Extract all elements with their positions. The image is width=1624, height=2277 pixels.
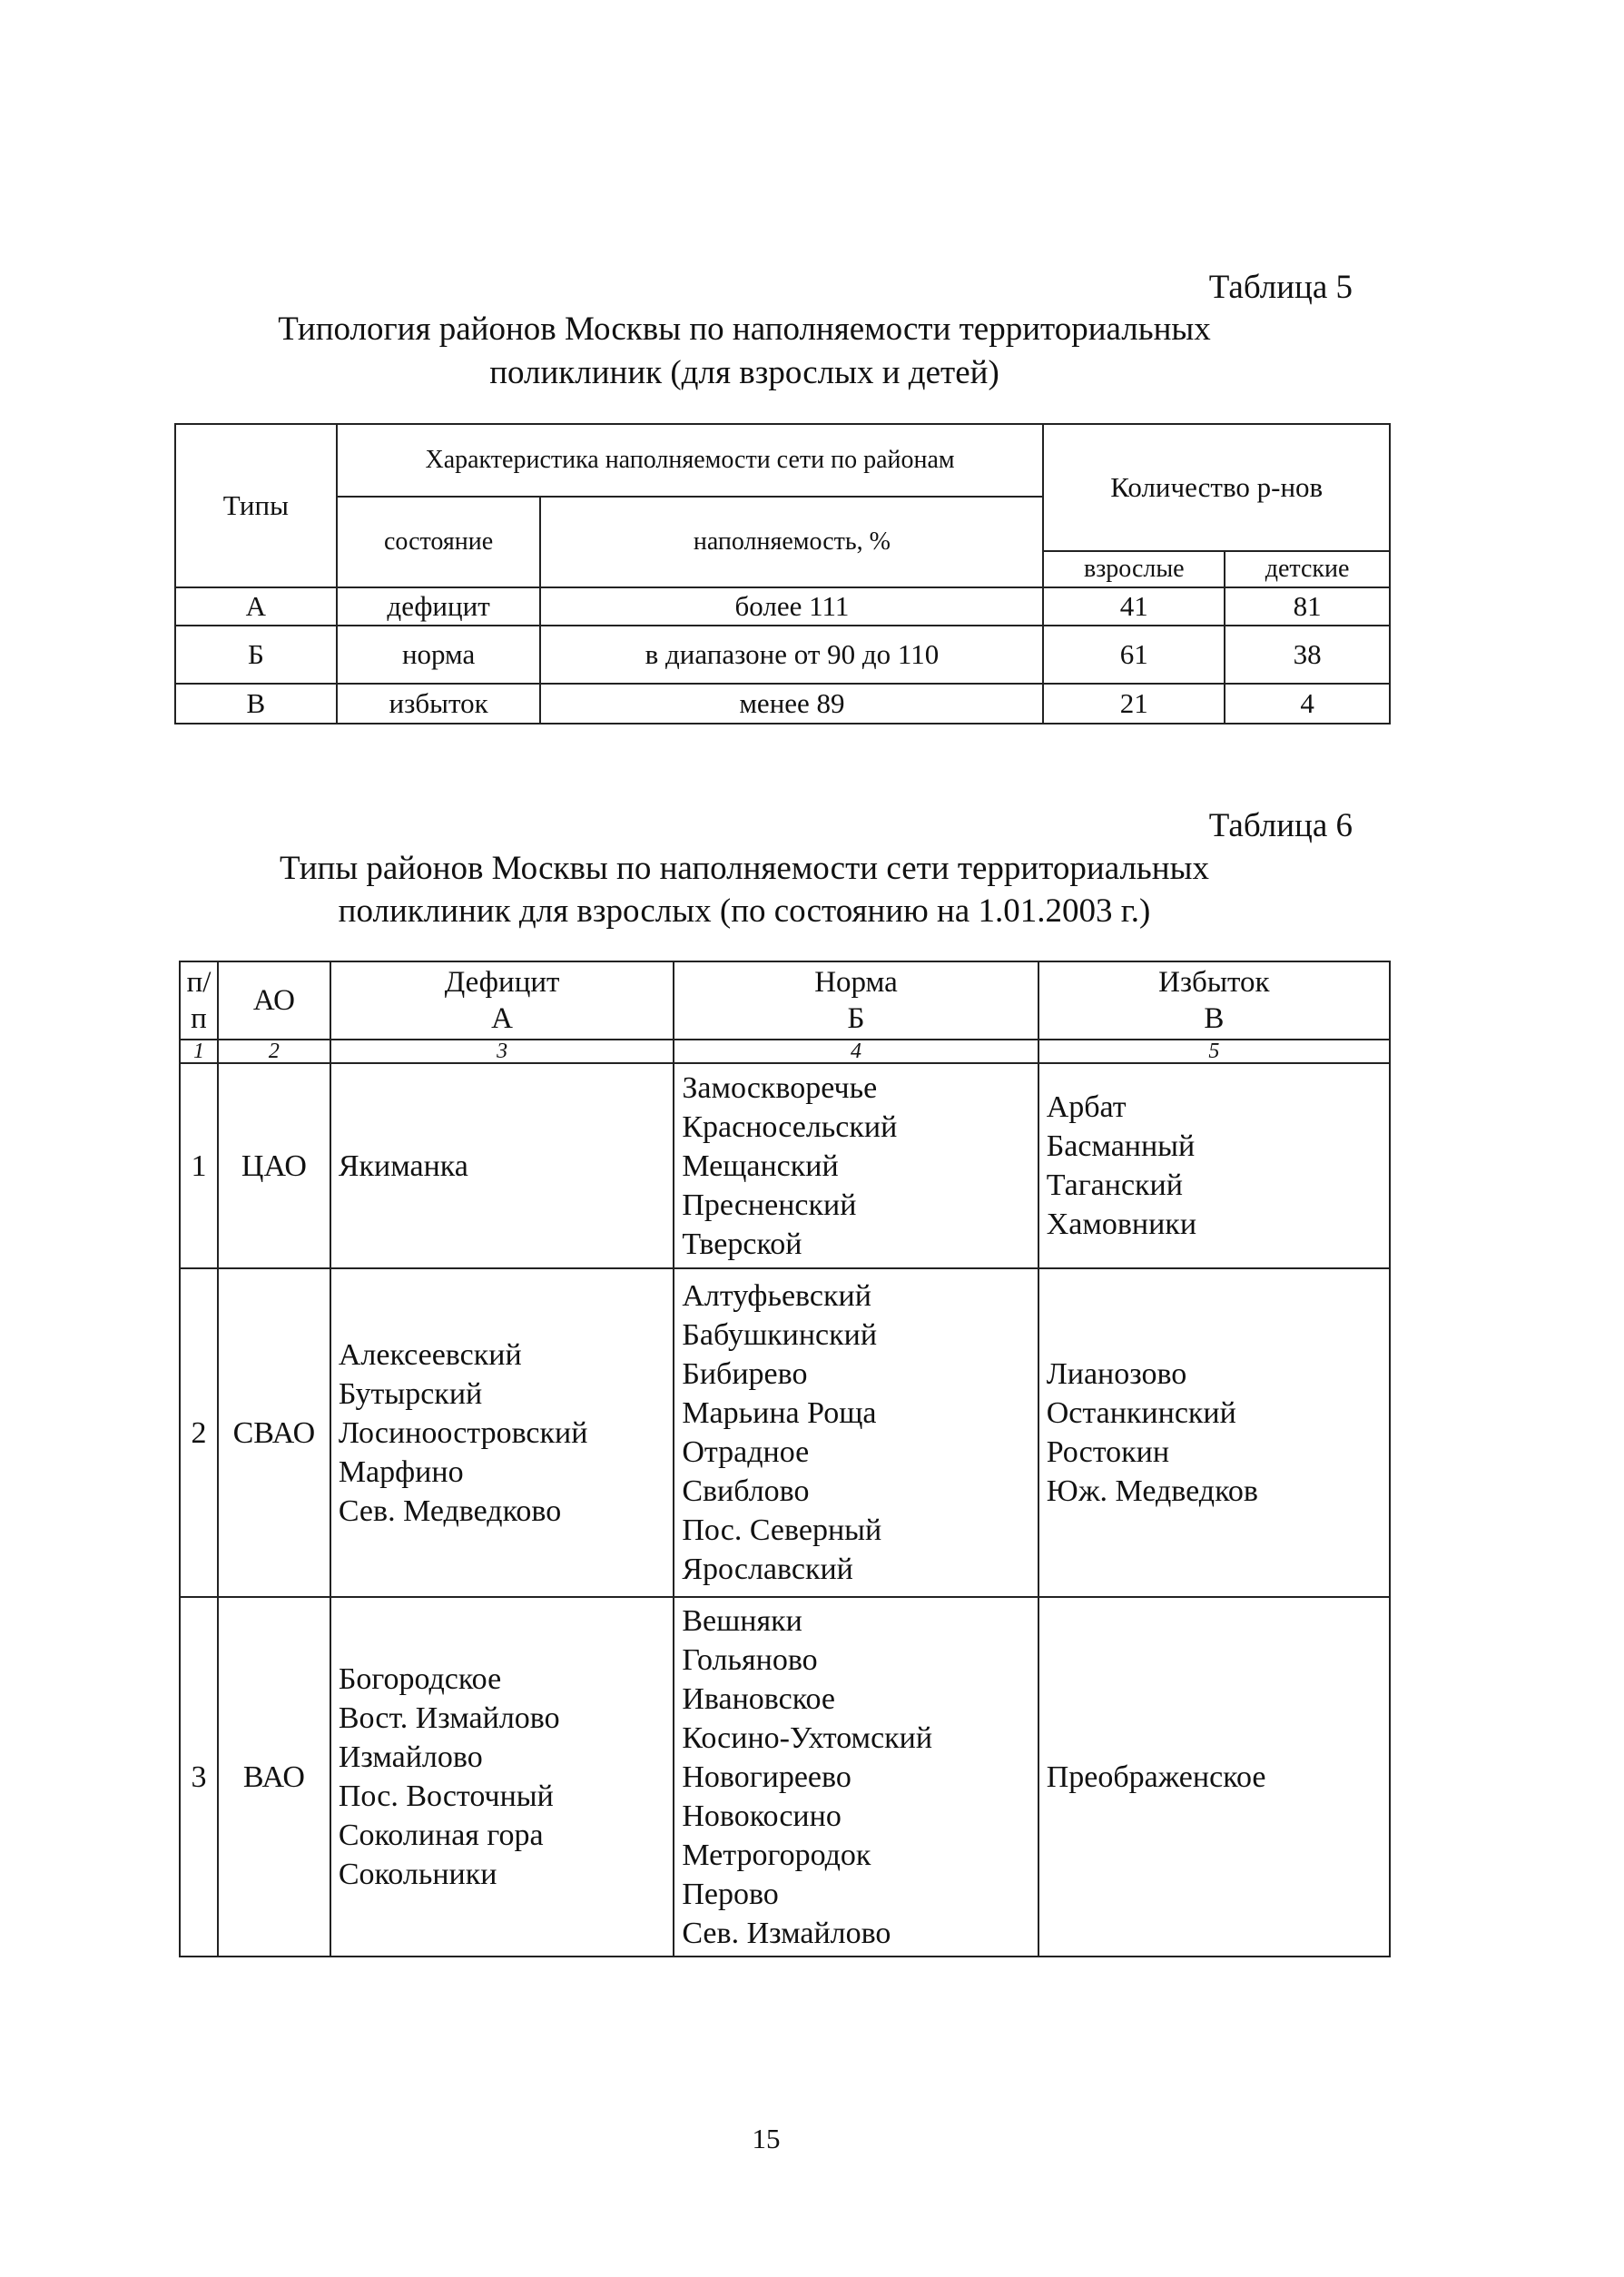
- t6-header-num-line1: п/: [186, 966, 212, 999]
- t6-header-norm: [674, 961, 1038, 1040]
- t6-norm-cell: [674, 1063, 1038, 1268]
- t5-fill: в диапазоне от 90 до 110: [540, 626, 1043, 684]
- list-item: Марфино: [338, 1454, 464, 1489]
- t6-deficit-cell: [330, 1597, 674, 1957]
- t5-fill: менее 89: [540, 684, 1043, 724]
- t5-adults: 21: [1043, 684, 1225, 724]
- list-item: Арбат: [1046, 1090, 1127, 1124]
- list-item: Замоскворечье: [682, 1070, 878, 1105]
- table-row: [175, 684, 1390, 724]
- list-item: Перово: [682, 1877, 779, 1911]
- t6-norm-cell: [674, 1597, 1038, 1957]
- list-item: Лианозово: [1046, 1357, 1187, 1391]
- list-item: Якиманка: [338, 1148, 468, 1183]
- t6-header-norm-letter: Б: [847, 1002, 865, 1035]
- t6-index-cell: 3: [330, 1040, 674, 1063]
- table5-title-line2: поликлиник (для взрослых и детей): [489, 354, 999, 391]
- list-item: Богородское: [338, 1662, 502, 1696]
- t6-row-ao: ВАО: [218, 1597, 330, 1957]
- t6-header-deficit: [330, 961, 674, 1040]
- list-item: Пресненский: [682, 1188, 857, 1222]
- list-item: Сокольники: [338, 1858, 497, 1891]
- t6-row-num: 3: [180, 1597, 218, 1957]
- t6-deficit-cell: [330, 1268, 674, 1597]
- t6-norm-cell: [674, 1268, 1038, 1597]
- list-item: Сев. Медведково: [338, 1493, 562, 1528]
- list-item: Хамовники: [1046, 1208, 1197, 1241]
- t5-type: Б: [175, 626, 337, 684]
- table-row: [180, 1063, 1390, 1268]
- t6-index-cell: 5: [1038, 1040, 1390, 1063]
- t5-children: 4: [1225, 684, 1390, 724]
- t6-index-cell: 1: [180, 1040, 218, 1063]
- table6-title-line1: Типы районов Москвы по наполняемости сети территориальных: [280, 850, 1209, 887]
- t6-header-num-line2: п: [191, 1002, 207, 1035]
- table-row: [180, 1597, 1390, 1957]
- table-row: [175, 587, 1390, 626]
- list-item: Бутырский: [338, 1376, 483, 1411]
- t6-header-num: [180, 961, 218, 1040]
- table6-title-line2: поликлиник для взрослых (по состоянию на 1.01.2003 г.): [338, 892, 1151, 930]
- list-item: Басманный: [1046, 1129, 1196, 1163]
- t6-row-ao: СВАО: [218, 1268, 330, 1597]
- t5-header-types: Типы: [175, 424, 337, 587]
- list-item: Бабушкинский: [682, 1318, 878, 1352]
- list-item: Лосиноостровский: [338, 1415, 588, 1450]
- t6-header-excess-label: Избыток: [1158, 966, 1270, 999]
- t6-deficit-cell: [330, 1063, 674, 1268]
- list-item: Бибирево: [682, 1357, 808, 1391]
- t5-type: В: [175, 684, 337, 724]
- list-item: Красносельский: [682, 1109, 898, 1144]
- t6-excess-cell: [1038, 1597, 1390, 1957]
- t5-children: 81: [1225, 587, 1390, 626]
- list-item: Гольяново: [682, 1642, 818, 1677]
- t6-header-deficit-letter: А: [491, 1002, 513, 1035]
- list-item: Соколиная гора: [338, 1819, 544, 1852]
- list-item: Останкинский: [1046, 1396, 1236, 1430]
- list-item: Алексеевский: [338, 1337, 522, 1372]
- t5-state: норма: [337, 626, 541, 684]
- t5-header-characteristic: Характеристика наполняемости сети по районам: [337, 424, 1044, 497]
- list-item: Новогиреево: [682, 1760, 851, 1794]
- list-item: Ивановское: [682, 1681, 836, 1716]
- t6-index-cell: 2: [218, 1040, 330, 1063]
- t6-row-num: 2: [180, 1268, 218, 1597]
- list-item: Таганский: [1046, 1168, 1183, 1202]
- t5-state: дефицит: [337, 587, 541, 626]
- t5-fill: более 111: [540, 587, 1043, 626]
- t6-row-ao: ЦАО: [218, 1063, 330, 1268]
- list-item: Отрадное: [682, 1435, 810, 1469]
- table6: [179, 961, 1391, 1957]
- t6-header-norm-label: Норма: [814, 966, 898, 999]
- list-item: Сев. Измайлово: [682, 1916, 891, 1950]
- list-item: Преображенское: [1046, 1760, 1266, 1794]
- list-item: Свиблово: [682, 1474, 810, 1508]
- list-item: Вост. Измайлово: [338, 1701, 560, 1735]
- t5-state: избыток: [337, 684, 541, 724]
- table5: [174, 423, 1391, 724]
- t6-header-deficit-label: Дефицит: [444, 966, 560, 999]
- table5-caption: Таблица 5: [1208, 269, 1353, 306]
- table5-title-line1: Типология районов Москвы по наполняемости территориальных: [278, 310, 1211, 348]
- t5-header-fill: наполняемость, %: [540, 497, 1043, 587]
- t6-excess-cell: [1038, 1268, 1390, 1597]
- list-item: Ярославский: [682, 1552, 853, 1586]
- list-item: Тверской: [682, 1227, 802, 1261]
- t5-header-adults: взрослые: [1043, 551, 1225, 587]
- t5-header-children: детские: [1225, 551, 1390, 587]
- list-item: Алтуфьевский: [682, 1279, 871, 1313]
- list-item: Пос. Восточный: [338, 1779, 554, 1813]
- t6-row-num: 1: [180, 1063, 218, 1268]
- t5-header-state: состояние: [337, 497, 541, 587]
- list-item: Ростокин: [1046, 1435, 1170, 1469]
- list-item: Вешняки: [682, 1603, 802, 1638]
- list-item: Мещанский: [682, 1148, 839, 1183]
- table-row: [175, 626, 1390, 684]
- page-number: 15: [752, 2123, 781, 2154]
- table6-caption: Таблица 6: [1208, 807, 1353, 844]
- list-item: Метрогородок: [682, 1838, 871, 1872]
- list-item: Измайлово: [338, 1740, 483, 1774]
- list-item: Новокосино: [682, 1799, 842, 1833]
- list-item: Пос. Северный: [682, 1513, 882, 1547]
- t5-adults: 41: [1043, 587, 1225, 626]
- t5-header-count: Количество р-нов: [1043, 424, 1390, 551]
- list-item: Косино-Ухтомский: [682, 1720, 933, 1755]
- t6-header-excess-letter: В: [1204, 1002, 1225, 1035]
- table-row: [180, 1268, 1390, 1597]
- t5-type: А: [175, 587, 337, 626]
- t6-excess-cell: [1038, 1063, 1390, 1268]
- t6-header-ao: АО: [218, 961, 330, 1040]
- list-item: Юж. Медведков: [1046, 1474, 1258, 1508]
- t5-children: 38: [1225, 626, 1390, 684]
- t5-adults: 61: [1043, 626, 1225, 684]
- list-item: Марьина Роща: [682, 1396, 877, 1430]
- t6-index-row: [180, 1040, 1390, 1063]
- t6-index-cell: 4: [674, 1040, 1038, 1063]
- t6-header-excess: [1038, 961, 1390, 1040]
